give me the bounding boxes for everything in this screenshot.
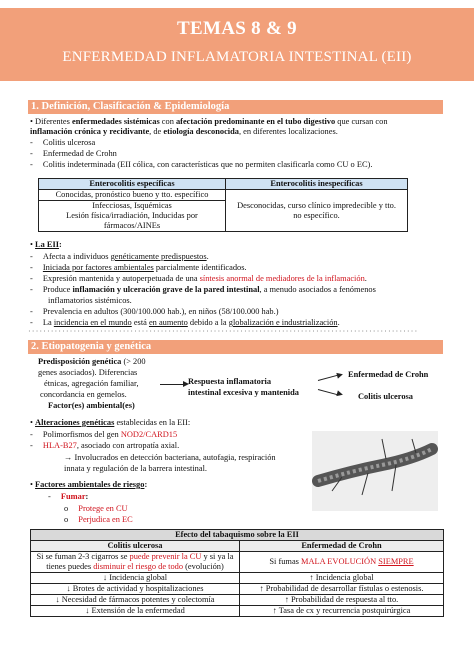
list-item: o Perjudica en EC — [64, 515, 133, 524]
table-cell: Infecciosas, Isquémicas Lesión física/irradiación, Inducidas por fármacos/AINEs — [39, 201, 226, 232]
table-cell: Conocidas, pronóstico bueno y tto. específico — [39, 190, 226, 201]
genetic-alterations-heading: • Alteraciones genéticas establecidas en la EII: — [30, 418, 191, 427]
table-row — [31, 606, 444, 617]
list-item: - Colitis ulcerosa — [30, 138, 96, 147]
table-header: Enterocolitis inespecíficas — [226, 179, 408, 190]
dotted-divider: ······································································································· — [28, 327, 419, 336]
list-item: o Protege en CU — [64, 504, 128, 513]
diagram-genetics-line: Predisposición genética (> 200 — [38, 357, 146, 366]
list-item: - Afecta a individuos genéticamente predispuestos. — [30, 252, 209, 261]
table-row — [31, 584, 444, 595]
diagram-cu: Colitis ulcerosa — [358, 392, 413, 401]
list-item: - HLA-B27, asociado con artropatía axial. — [30, 441, 180, 450]
table-cell: ↑ Incidencia global — [240, 573, 444, 584]
table-cell: Si fumas MALA EVOLUCIÓN SIEMPRE — [240, 552, 444, 573]
table-header: Colitis ulcerosa — [31, 541, 240, 552]
page-subtitle: ENFERMEDAD INFLAMATORIA INTESTINAL (EII) — [62, 49, 412, 65]
diagram-genetics-line: genes asociados). Diferencias — [38, 368, 138, 377]
list-item: - Fumar: — [48, 492, 89, 501]
arrow-head — [336, 371, 343, 378]
bullet: • — [30, 117, 36, 126]
table-row — [31, 595, 444, 606]
page-title: TEMAS 8 & 9 — [177, 18, 297, 39]
list-item: - Enfermedad de Crohn — [30, 149, 117, 158]
section-1-heading: 1. Definición, Clasificación & Epidemiología — [28, 100, 443, 114]
table-cell: ↑ Tasa de cx y recurrencia postquirúrgica — [240, 606, 444, 617]
list-item: - Produce inflamación y ulceración grave de la pared intestinal, a menudo asociados a fenómenos — [30, 285, 376, 294]
table-cell: ↑ Probabilidad de desarrollar fístulas o estenosis. — [240, 584, 444, 595]
smoking-effect-table — [30, 529, 444, 617]
diagram-genetics-line: étnicas, agregación familiar, — [44, 379, 139, 388]
diagram-environment: Factor(es) ambiental(es) — [48, 401, 135, 410]
definition-line-2: inflamación crónica y recidivante, de etiología desconocida, en diferentes localizaciones. — [30, 127, 338, 136]
list-item: - Prevalencia en adultos (300/100.000 hab.), en niños (58/100.000 hab.) — [30, 307, 279, 316]
arrow-head — [336, 390, 343, 397]
list-item-note: innata y regulación de la barrera intestinal. — [64, 464, 208, 473]
table-cell: ↓ Necesidad de fármacos potentes y colectomía — [31, 595, 240, 606]
colonoscopy-image — [312, 431, 438, 511]
table-row — [31, 573, 444, 584]
list-item: - Colitis indeterminada (EII cólica, con características que no permiten clasificarla como CU o EC). — [30, 160, 373, 169]
title-banner — [0, 8, 474, 81]
arrow-line — [160, 384, 184, 385]
table-header: Enfermedad de Crohn — [240, 541, 444, 552]
table-cell: ↑ Probabilidad de respuesta al tto. — [240, 595, 444, 606]
table-cell: Si se fuman 2-3 cigarros se puede prevenir la CU y si ya la tienes puedes disminuir el riesgo de todo (evolución) — [31, 552, 240, 573]
section-2-heading: 2. Etiopatogenia y genética — [28, 340, 443, 354]
diagram-genetics-line: concordancia en gemelos. — [40, 390, 127, 399]
diagram-response: intestinal excesiva y mantenida — [188, 388, 299, 397]
table-cell: ↓ Incidencia global — [31, 573, 240, 584]
list-item: - Polimorfismos del gen NOD2/CARD15 — [30, 430, 178, 439]
list-item: - Expresión mantenida y autoperpetuada de una síntesis anormal de mediadores de la inflamación. — [30, 274, 367, 283]
list-item-note: → Involucrados en detección bacteriana, autofagia, respiración — [64, 453, 276, 462]
eii-heading: • La EII: — [30, 240, 62, 249]
table-cell: ↓ Extensión de la enfermedad — [31, 606, 240, 617]
diagram-crohn: Enfermedad de Crohn — [348, 370, 429, 379]
intestine-illustration — [312, 431, 438, 511]
definition-line-1: • Diferentes enfermedades sistémicas con afectación predominante en el tubo digestivo que cursan con — [30, 117, 388, 126]
table-header: Enterocolitis específicas — [39, 179, 226, 190]
table-caption: Efecto del tabaquismo sobre la EII — [31, 530, 444, 541]
environmental-factors-heading: • Factores ambientales de riesgo: — [30, 480, 148, 489]
enterocolitis-table — [38, 178, 408, 232]
table-cell: ↓ Brotes de actividad y hospitalizaciones — [31, 584, 240, 595]
list-item: - La incidencia en el mundo está en aumento debido a la globalización e industrialización. — [30, 318, 340, 327]
list-item: - Iniciada por factores ambientales parcialmente identificados. — [30, 263, 247, 272]
table-cell: Desconocidas, curso clínico impredecible y tto. no específico. — [226, 190, 408, 232]
diagram-response: Respuesta inflamatoria — [188, 377, 272, 386]
list-item-continued: inflamatorios sistémicos. — [48, 296, 132, 305]
